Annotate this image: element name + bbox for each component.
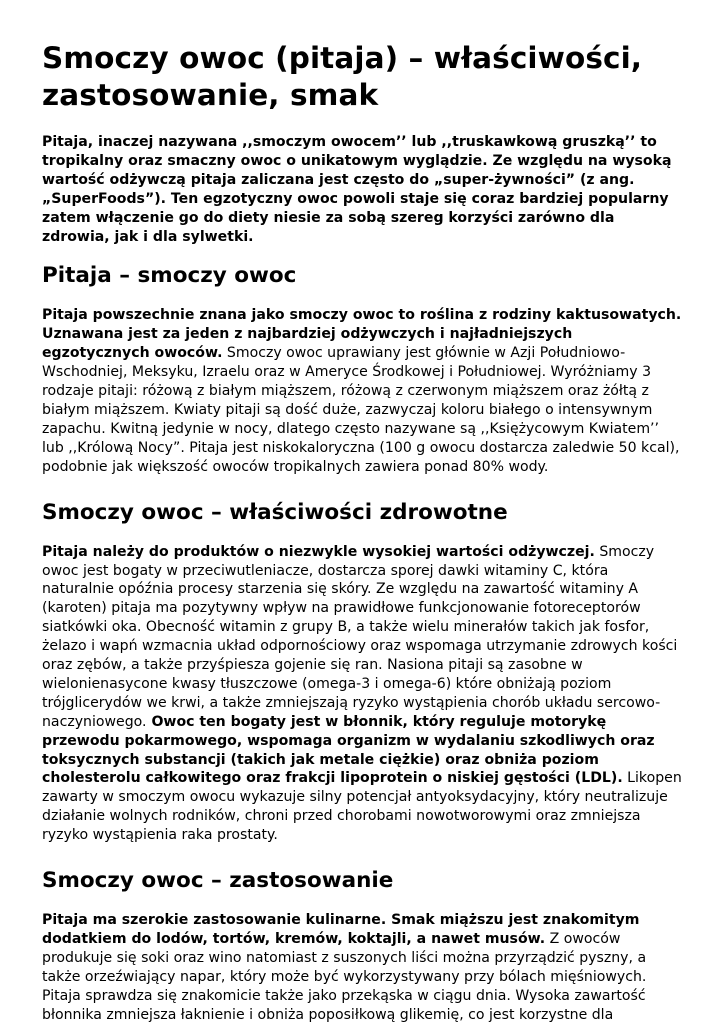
section-heading-health-properties: Smoczy owoc – właściwości zdrowotne xyxy=(42,499,508,525)
section-heading-dragon-fruit: Pitaja – smoczy owoc xyxy=(42,263,297,289)
section-paragraph-dragon-fruit xyxy=(42,306,684,476)
section-heading-usage: Smoczy owoc – zastosowanie xyxy=(42,868,394,894)
section-paragraph-usage xyxy=(42,911,684,1024)
section-paragraph-health-properties xyxy=(42,543,684,846)
paragraph-text: Likopen zawarty w smoczym owocu wykazuje silny potencjał antyoksydacyjny, który neutralizuje działanie wolnych rodników, chroni przed chorobami nowotworowymi oraz zmniejsza ryzyko wystąpienia raka prostaty. xyxy=(42,770,682,844)
paragraph-bold-text: Pitaja ma szerokie zastosowanie kulinarne. Smak miąższu jest znakomitym dodatkiem do lodów, tortów, kremów, koktajli, a nawet musów. xyxy=(42,912,640,947)
paragraph-text: Z owoców produkuje się soki oraz wino natomiast z suszonych liści można przyrządzić pyszny, a także orzeźwiający napar, który może być wykorzystywany przy bólach mięśniowych. Pitaja sprawdza się znakomicie także jako przekąska w ciągu dnia. Wysoka zawartość błonnika zmniejsza łaknienie i obniża poposiłkową glikemię, co jest korzystne dla xyxy=(42,931,647,1023)
paragraph-text: Smoczy owoc uprawiany jest głównie w Azji Południowo-Wschodniej, Meksyku, Izraelu oraz w Ameryce Środkowej i Południowej. Wyróżniamy 3 rodzaje pitaji: różową z białym miąższem, różową z czerwonym miąższem oraz żółtą z białym miąższem. Kwiaty pitaji są dość duże, zazwyczaj koloru białego o intensywnym zapachu. Kwitną jedynie w nocy, dlatego często nazywane są ,,Księżycowym Kwiatem’’ lub ,,Królową Nocy”. Pitaja jest niskokaloryczna (100 g owocu dostarcza zaledwie 50 kcal), podobnie jak większość owoców tropikalnych zawiera ponad 80% wody. xyxy=(42,345,680,475)
intro-paragraph: Pitaja, inaczej nazywana ,,smoczym owocem’’ lub ,,truskawkową gruszką’’ to tropikalny oraz smaczny owoc o unikatowym wyglądzie. Ze względu na wysoką wartość odżywczą pitaja zaliczana jest często do „super-żywności” (z ang. „SuperFoods”). Ten egzotyczny owoc powoli staje się coraz bardziej popularny zatem włączenie go do diety niesie za sobą szereg korzyści zarówno dla zdrowia, jak i dla sylwetki. xyxy=(42,134,672,245)
paragraph-bold-text: Owoc ten bogaty jest w błonnik, który reguluje motorykę przewodu pokarmowego, wspomaga organizm w wydalaniu szkodliwych oraz toksycznych substancji (takich jak metale ciężkie) oraz obniża poziom cholesterolu całkowitego oraz frakcji lipoprotein o niskiej gęstości (LDL). xyxy=(42,713,655,787)
paragraph-bold-text: Pitaja należy do produktów o niezwykle wysokiej wartości odżywczej. xyxy=(42,543,595,560)
page-title: Smoczy owoc (pitaja) – właściwości, zastosowanie, smak xyxy=(42,41,643,112)
paragraph-text: Smoczy owoc jest bogaty w przeciwutleniacze, dostarcza sporej dawki witaminy C, która naturalnie opóźnia procesy starzenia się skóry. Ze względu na zawartość witaminy A (karoten) pitaja ma pozytywny wpływ na prawidłowe funkcjonowanie fotoreceptorów siatkówki oka. Obecność witamin z grupy B, a także wielu minerałów takich jak fosfor, żelazo i wapń wzmacnia układ odpornościowy oraz wspomaga utrzymanie zdrowych kości oraz zębów, a także przyśpiesza gojenie się ran. Nasiona pitaji są zasobne w wielonienasycone kwasy tłuszczowe (omega-3 i omega-6) które obniżają poziom trójglicerydów we krwi, a także zmniejszają ryzyko wystąpienia chorób układu sercowo-naczyniowego. xyxy=(42,543,678,730)
paragraph-bold-text: Pitaja powszechnie znana jako smoczy owoc to roślina z rodziny kaktusowatych. Uznawana jest za jeden z najbardziej odżywczych i najładniejszych egzotycznych owoców. xyxy=(42,307,682,362)
